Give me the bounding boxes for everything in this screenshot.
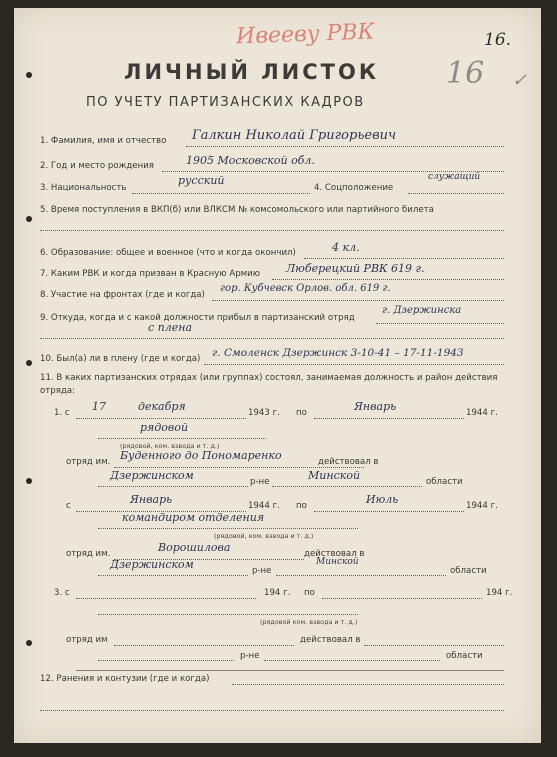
- field-line: [114, 467, 364, 468]
- field-line: [98, 438, 266, 439]
- entry-1-num: 1. с: [54, 408, 70, 418]
- entry-2-from-year: 1944 г.: [248, 501, 280, 511]
- pencil-tick-icon: ✓: [512, 70, 528, 91]
- entry-2-acted-label: действовал в: [304, 549, 365, 559]
- field-value-nationality: русский: [178, 174, 225, 187]
- field-line: [232, 684, 504, 685]
- field-label-nationality: 3. Национальность: [40, 183, 127, 193]
- entry-1-district-label: р-не: [250, 477, 270, 487]
- field-line: [186, 146, 504, 147]
- entry-2-to-month: Июль: [366, 493, 399, 506]
- corner-number: 16.: [484, 30, 512, 50]
- entry-1-from-day: 17: [92, 400, 106, 413]
- entry-3-to-year: 194 г.: [486, 588, 513, 598]
- entry-3-to-label: по: [304, 588, 315, 598]
- entry-1-unit: Буденного до Пономаренко: [120, 449, 282, 462]
- entry-1-region-label: области: [426, 477, 463, 487]
- field-label-social: 4. Соцположение: [314, 183, 394, 193]
- entry-1-to-month: Январь: [354, 400, 397, 413]
- entry-2-district: Дзержинском: [110, 558, 194, 571]
- entry-3-num: 3. с: [54, 588, 70, 598]
- field-label-fronts: 8. Участие на фронтах (где и когда): [40, 290, 205, 300]
- entry-2-position-hint: (рядовой, ком. взвода и т. д.): [214, 532, 314, 540]
- field-label-rvk: 7. Каким РВК и когда призван в Красную Армию: [40, 269, 260, 279]
- entry-1-from-year: 1943 г.: [248, 408, 280, 418]
- entry-2-position: командиром отделения: [122, 511, 265, 524]
- entry-3-from-year: 194 г.: [264, 588, 291, 598]
- entry-1-region: Минской: [308, 469, 361, 482]
- entry-3-district-label: р-не: [240, 651, 260, 661]
- field-line: [314, 511, 464, 512]
- field-line: [98, 486, 248, 487]
- binder-hole: [26, 72, 32, 78]
- field-line: [376, 323, 504, 324]
- field-line: [264, 660, 440, 661]
- entry-2-region: Минской: [316, 557, 359, 567]
- field-label-wounds: 12. Ранения и контузии (где и когда): [40, 674, 210, 684]
- field-line: [132, 193, 310, 194]
- page-title: ЛИЧНЫЙ ЛИСТОК: [124, 60, 379, 84]
- field-label-birth: 2. Год и место рождения: [40, 161, 154, 171]
- field-value-fio: Галкин Николай Григорьевич: [192, 128, 397, 143]
- page-subtitle: ПО УЧЕТУ ПАРТИЗАНСКИХ КАДРОВ: [86, 95, 365, 110]
- field-value-fronts: гор. Кубчевск Орлов. обл. 619 г.: [220, 283, 391, 294]
- entry-3-unit-label: отряд им: [66, 635, 108, 645]
- field-label-education: 6. Образование: общее и военное (что и когда окончил): [40, 248, 296, 258]
- field-line: [98, 660, 234, 661]
- field-value-arrival: г. Дзержинска: [382, 305, 462, 316]
- field-line: [364, 645, 504, 646]
- entry-2-unit: Ворошилова: [158, 541, 231, 554]
- entry-2-unit-label: отряд им.: [66, 549, 111, 559]
- field-line: [322, 598, 482, 599]
- field-line: [76, 418, 246, 419]
- field-line: [114, 645, 294, 646]
- entry-2-region-label: области: [450, 566, 487, 576]
- field-line: [98, 528, 358, 529]
- field-line: [314, 418, 464, 419]
- field-line: [40, 338, 504, 339]
- field-line: [40, 230, 504, 231]
- field-value-education: 4 кл.: [332, 241, 360, 254]
- entry-2-num: с: [66, 501, 71, 511]
- field-line: [40, 710, 504, 711]
- entry-2-to-year: 1944 г.: [466, 501, 498, 511]
- binder-hole: [26, 478, 32, 484]
- entry-1-district: Дзержинском: [110, 469, 194, 482]
- entry-1-unit-label: отряд им.: [66, 457, 111, 467]
- field-value-birth: 1905 Московской обл.: [186, 154, 315, 167]
- field-line: [98, 614, 358, 615]
- binder-hole: [26, 360, 32, 366]
- field-label-fio: 1. Фамилия, имя и отчество: [40, 136, 167, 146]
- field-line: [272, 279, 504, 280]
- field-label-arrival: 9. Откуда, когда и с какой должности прибыл в партизанский отряд: [40, 313, 355, 323]
- field-label-partisan: 11. В каких партизанских отрядах (или группах) состоял, занимаемая должность и район действия отряда:: [40, 373, 498, 396]
- pencil-mark: 16: [446, 56, 485, 91]
- entry-1-acted-label: действовал в: [318, 457, 379, 467]
- document-sheet: [14, 8, 541, 743]
- field-value-arrival-2: с плена: [148, 321, 193, 334]
- entry-1-position: рядовой: [140, 421, 189, 434]
- entry-3-acted-label: действовал в: [300, 635, 361, 645]
- entry-2-from-month: Январь: [130, 493, 173, 506]
- field-line: [276, 575, 446, 576]
- entry-1-to-label: по: [296, 408, 307, 418]
- binder-hole: [26, 216, 32, 222]
- entry-3-region-label: области: [446, 651, 483, 661]
- entry-1-to-year: 1944 г.: [466, 408, 498, 418]
- entry-1-from-month: декабря: [138, 400, 186, 413]
- field-line: [98, 575, 248, 576]
- field-line: [304, 258, 504, 259]
- entry-1-position-hint: (рядовой, ком. взвода и т. д.): [120, 442, 220, 450]
- separator-line: [76, 670, 504, 671]
- entry-3-position-hint: (рядовой ком. взвода и т. д.): [260, 618, 358, 626]
- field-line: [408, 193, 504, 194]
- field-label-captivity: 10. Был(а) ли в плену (где и когда): [40, 354, 201, 364]
- field-label-party: 5. Время поступления в ВКП(б) или ВЛКСМ № комсомольского или партийного билета: [40, 205, 434, 215]
- field-line: [212, 300, 504, 301]
- rvk-stamp: Ивееву РВК: [235, 19, 375, 50]
- entry-2-to-label: по: [296, 501, 307, 511]
- field-value-rvk: Люберецкий РВК 619 г.: [286, 262, 425, 275]
- field-line: [204, 364, 504, 365]
- field-line: [76, 598, 256, 599]
- field-value-social: служащий: [428, 172, 481, 182]
- entry-2-district-label: р-не: [252, 566, 272, 576]
- field-value-captivity: г. Смоленск Дзержинск 3-10-41 – 17-11-1943: [212, 347, 464, 359]
- binder-hole: [26, 640, 32, 646]
- field-line: [272, 486, 422, 487]
